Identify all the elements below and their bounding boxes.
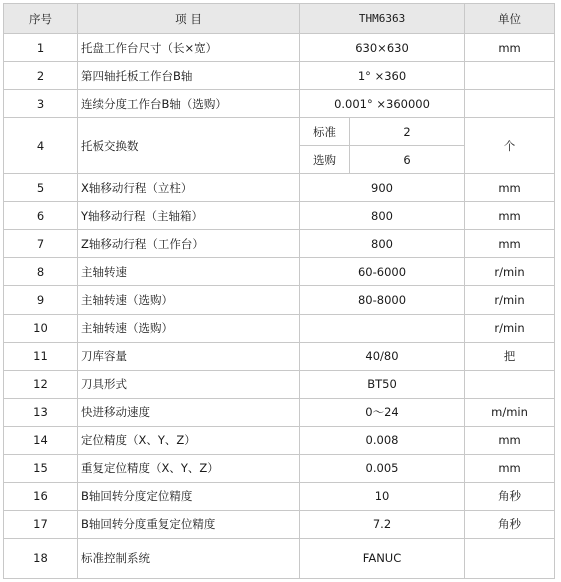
table-row [4,482,555,510]
row-value: 0.001° ×360000 [300,90,465,118]
row-value: FANUC [300,538,465,578]
table-row [4,454,555,482]
row-no: 5 [4,174,78,202]
row-value: 1° ×360 [300,62,465,90]
row-value: BT50 [300,370,465,398]
table-row [4,230,555,258]
row-no: 12 [4,370,78,398]
row-item: 主轴转速（选购） [78,314,300,342]
row-item: 刀具形式 [78,370,300,398]
row-value: 900 [300,174,465,202]
table-row [4,174,555,202]
table-row [4,118,555,146]
row-value: 60-6000 [300,258,465,286]
row-no: 11 [4,342,78,370]
row-item: 托盘工作台尺寸（长×宽） [78,34,300,62]
row-unit: mm [465,426,555,454]
row-no: 7 [4,230,78,258]
row-value: 630×630 [300,34,465,62]
row-unit: 把 [465,342,555,370]
row-unit: mm [465,174,555,202]
table-row [4,342,555,370]
row-item: 快进移动速度 [78,398,300,426]
row-value: 80-8000 [300,286,465,314]
row-unit [465,538,555,578]
header-unit: 单位 [465,4,555,34]
spec-table [3,3,555,579]
row-unit: mm [465,202,555,230]
row-item: 刀库容量 [78,342,300,370]
table-header-row [4,4,555,34]
row-item: Z轴移动行程（工作台） [78,230,300,258]
row-unit: mm [465,34,555,62]
table-row [4,258,555,286]
row-value: 40/80 [300,342,465,370]
row-value [300,314,465,342]
row-no: 3 [4,90,78,118]
row-value: 10 [300,482,465,510]
row-no: 10 [4,314,78,342]
sub-label-standard: 标准 [300,118,350,146]
row-item: 标准控制系统 [78,538,300,578]
row-no: 1 [4,34,78,62]
row-item: 定位精度（X、Y、Z） [78,426,300,454]
row-item: B轴回转分度重复定位精度 [78,510,300,538]
row-value: 0～24 [300,398,465,426]
row-no: 2 [4,62,78,90]
row-value: 800 [300,230,465,258]
row-unit: r/min [465,314,555,342]
row-item: 主轴转速 [78,258,300,286]
table-row [4,286,555,314]
row-item: 托板交换数 [78,118,300,174]
table-row [4,90,555,118]
row-item: 第四轴托板工作台B轴 [78,62,300,90]
row-value: 7.2 [300,510,465,538]
row-item: Y轴移动行程（主轴箱） [78,202,300,230]
table-row [4,370,555,398]
row-unit: mm [465,230,555,258]
row-no: 8 [4,258,78,286]
row-item: B轴回转分度定位精度 [78,482,300,510]
table-row [4,510,555,538]
row-no: 17 [4,510,78,538]
row-unit: 个 [465,118,555,174]
row-no: 15 [4,454,78,482]
row-unit [465,90,555,118]
row-unit: 角秒 [465,510,555,538]
row-unit: 角秒 [465,482,555,510]
row-item: 主轴转速（选购） [78,286,300,314]
table-row [4,62,555,90]
table-row [4,314,555,342]
row-no: 18 [4,538,78,578]
row-unit: r/min [465,286,555,314]
row-no: 6 [4,202,78,230]
row-item: 连续分度工作台B轴（选购） [78,90,300,118]
row-no: 13 [4,398,78,426]
table-row [4,34,555,62]
row-value: 800 [300,202,465,230]
row-unit: mm [465,454,555,482]
row-no: 4 [4,118,78,174]
row-unit [465,370,555,398]
row-no: 16 [4,482,78,510]
sub-label-optional: 选购 [300,146,350,174]
table-row [4,426,555,454]
table-row [4,398,555,426]
sub-value-optional: 6 [350,146,465,174]
row-item: X轴移动行程（立柱） [78,174,300,202]
row-value: 0.008 [300,426,465,454]
row-item: 重复定位精度（X、Y、Z） [78,454,300,482]
row-unit: m/min [465,398,555,426]
table-row [4,202,555,230]
row-no: 9 [4,286,78,314]
table-row [4,538,555,578]
sub-value-standard: 2 [350,118,465,146]
row-unit [465,62,555,90]
header-no: 序号 [4,4,78,34]
header-item: 项 目 [78,4,300,34]
row-unit: r/min [465,258,555,286]
row-no: 14 [4,426,78,454]
row-value: 0.005 [300,454,465,482]
header-model: THM6363 [300,4,465,34]
